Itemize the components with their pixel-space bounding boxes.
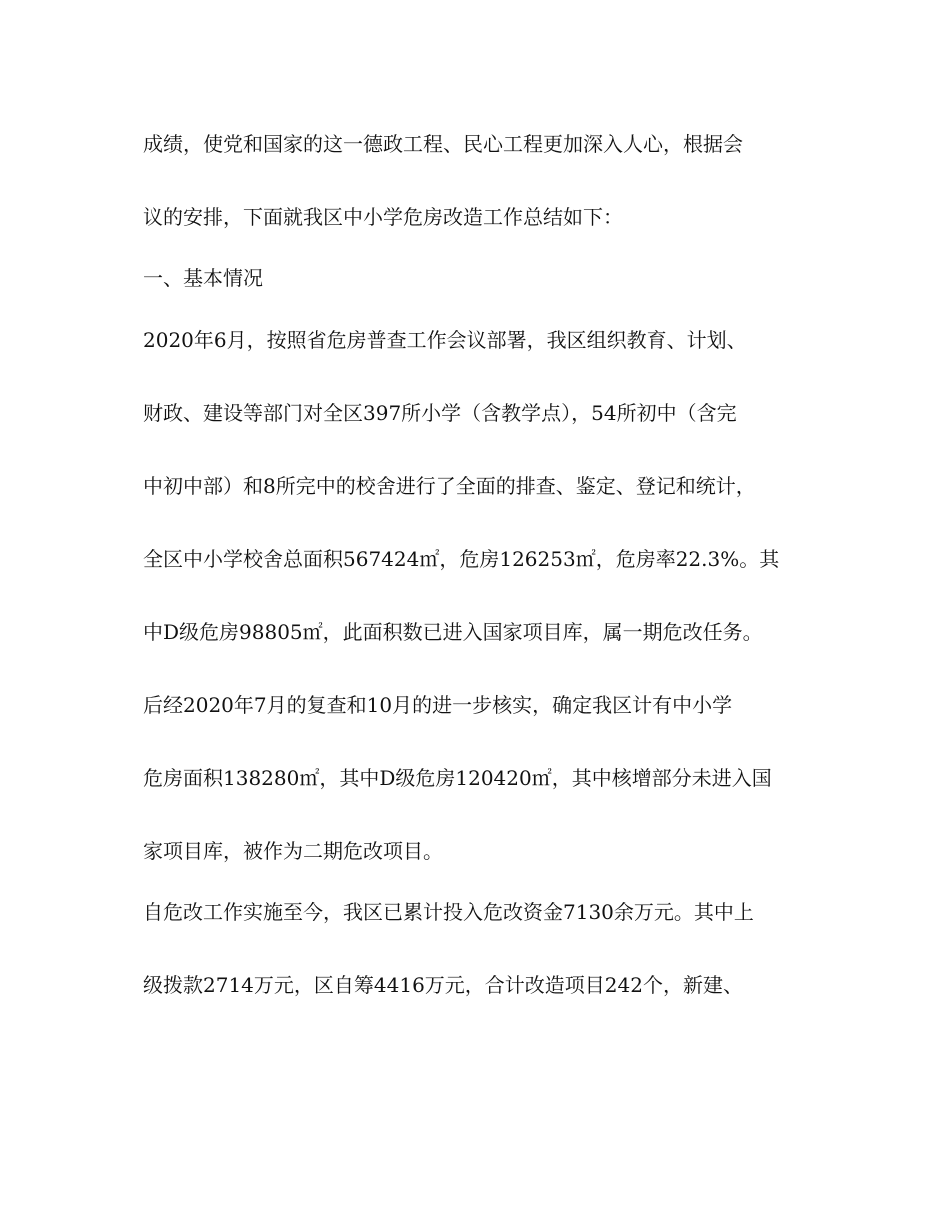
section-heading: 一、基本情况 bbox=[143, 266, 263, 290]
paragraph-line: 议的安排，下面就我区中小学危房改造工作总结如下： bbox=[143, 205, 623, 229]
paragraph-line: 危房面积138280㎡，其中D级危房120420㎡，其中核增部分未进入国 bbox=[143, 766, 772, 790]
paragraph-line: 家项目库，被作为二期危改项目。 bbox=[143, 839, 443, 863]
paragraph-line: 后经2020年7月的复查和10月的进一步核实，确定我区计有中小学 bbox=[143, 693, 733, 717]
paragraph-line: 成绩，使党和国家的这一德政工程、民心工程更加深入人心，根据会 bbox=[143, 132, 743, 156]
paragraph-line: 中初中部）和8所完中的校舍进行了全面的排查、鉴定、登记和统计， bbox=[143, 474, 756, 498]
paragraph-line: 级拨款2714万元，区自筹4416万元，合计改造项目242个，新建、 bbox=[143, 973, 743, 997]
paragraph-line: 全区中小学校舍总面积567424㎡，危房126253㎡，危房率22.3%。其 bbox=[143, 547, 780, 571]
paragraph-line: 中D级危房98805㎡，此面积数已进入国家项目库，属一期危改任务。 bbox=[143, 620, 763, 644]
paragraph-line: 2020年6月，按照省危房普查工作会议部署，我区组织教育、计划、 bbox=[143, 328, 747, 352]
paragraph-line: 财政、建设等部门对全区397所小学（含教学点），54所初中（含完 bbox=[143, 401, 737, 425]
paragraph-line: 自危改工作实施至今，我区已累计投入危改资金7130余万元。其中上 bbox=[143, 900, 754, 924]
